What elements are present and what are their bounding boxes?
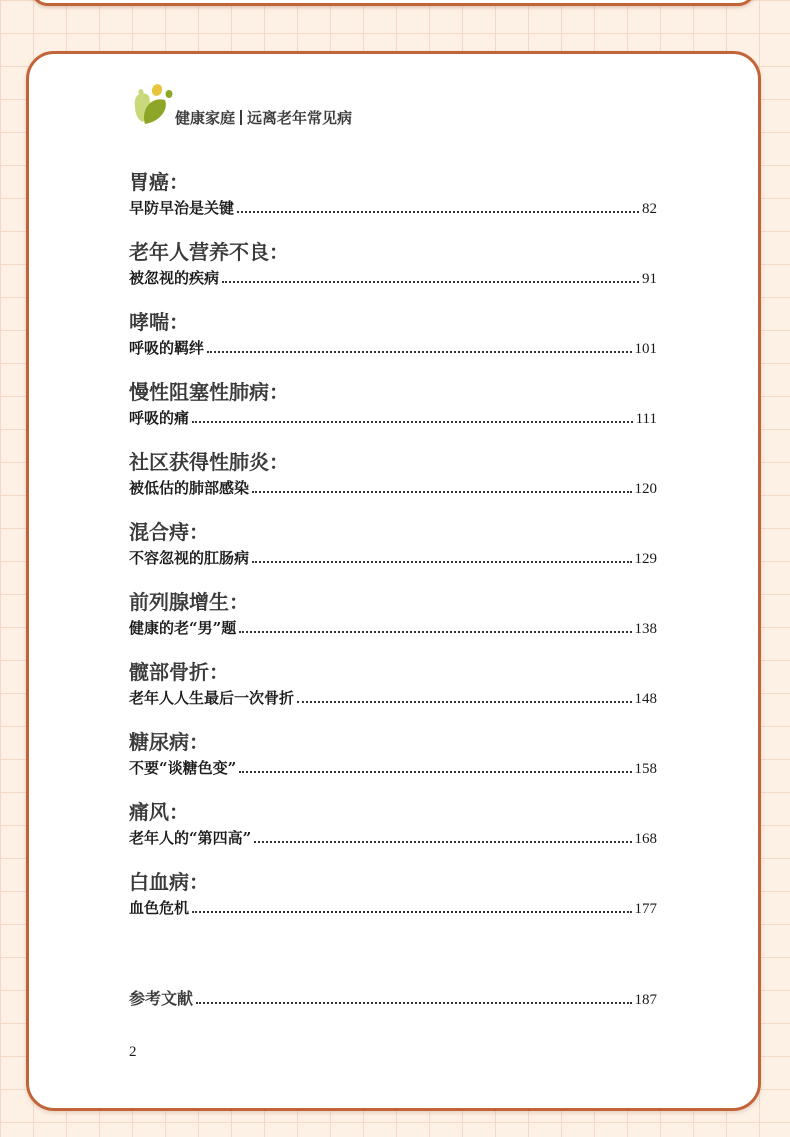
toc-entry-title: 社区获得性肺炎： — [129, 450, 289, 474]
dot-leader — [239, 771, 631, 773]
toc-entry-line — [129, 687, 657, 708]
toc-entry-subtitle: 老年人的“第四高” — [129, 829, 252, 847]
toc-entry-title: 胃癌： — [129, 170, 189, 194]
toc-page-number: 129 — [634, 551, 657, 567]
toc-entry-title: 髋部骨折： — [129, 660, 229, 684]
toc-entry-subtitle: 血色危机 — [129, 899, 190, 917]
toc-entry-references[interactable] — [129, 986, 657, 1009]
dot-leader — [254, 841, 631, 843]
toc-entry[interactable] — [129, 656, 659, 726]
previous-page-edge — [30, 0, 756, 6]
toc-entry-line — [129, 337, 657, 358]
toc-entry[interactable] — [129, 726, 659, 796]
toc-entry[interactable] — [129, 446, 659, 516]
toc-entry-line — [129, 267, 657, 288]
toc-page-number: 168 — [634, 831, 657, 847]
toc-entry-title: 糖尿病： — [129, 730, 209, 754]
dot-leader — [239, 631, 631, 633]
toc-entry-subtitle: 呼吸的羁绊 — [129, 339, 205, 357]
dot-leader — [252, 491, 631, 493]
toc-entry[interactable] — [129, 586, 659, 656]
toc-entry-title: 白血病： — [129, 870, 209, 894]
toc-entry-line — [129, 617, 657, 638]
toc-entry-subtitle: 被低估的肺部感染 — [129, 479, 250, 497]
toc-entry[interactable] — [129, 306, 659, 376]
toc-entry[interactable] — [129, 236, 659, 306]
toc-entry-line — [129, 897, 657, 918]
dot-leader — [192, 421, 633, 423]
toc-entry-subtitle: 不要“谈糖色变” — [129, 759, 237, 777]
book-page — [26, 51, 761, 1111]
page-folio-number: 2 — [129, 1044, 137, 1060]
toc-page-number: 82 — [642, 201, 657, 217]
dot-leader — [252, 561, 631, 563]
running-header — [129, 80, 449, 130]
toc-entry[interactable] — [129, 376, 659, 446]
toc-page-number: 138 — [634, 621, 657, 637]
toc-entry-line — [129, 827, 657, 848]
dot-leader — [196, 1002, 631, 1004]
toc-page-number: 120 — [634, 481, 657, 497]
toc-page-number: 91 — [642, 271, 657, 287]
toc-entry-line — [129, 407, 657, 428]
toc-entry-line — [129, 757, 657, 778]
toc-entry-title: 哮喘： — [129, 310, 189, 334]
toc-entry-title: 慢性阻塞性肺病： — [129, 380, 289, 404]
toc-entry-subtitle: 不容忽视的肛肠病 — [129, 549, 250, 567]
toc-entry[interactable] — [129, 796, 659, 866]
header-brand: 健康家庭 — [175, 109, 236, 127]
toc-page-number: 101 — [634, 341, 657, 357]
table-of-contents — [129, 166, 659, 936]
toc-page-number: 177 — [634, 901, 657, 917]
toc-entry-subtitle: 健康的老“男”题 — [129, 619, 237, 637]
dot-leader — [222, 281, 639, 283]
toc-entry-subtitle: 老年人人生最后一次骨折 — [129, 689, 295, 707]
toc-entry-line — [129, 477, 657, 498]
toc-entry-title: 老年人营养不良： — [129, 240, 289, 264]
toc-entry[interactable] — [129, 166, 659, 236]
toc-entry-line — [129, 197, 657, 218]
references-title: 参考文献 — [129, 989, 194, 1008]
references-page-number: 187 — [634, 992, 657, 1008]
toc-entry-line — [129, 547, 657, 568]
toc-entry[interactable] — [129, 516, 659, 586]
toc-entry[interactable] — [129, 866, 659, 936]
toc-page-number: 111 — [635, 411, 657, 427]
dot-leader — [237, 211, 639, 213]
toc-entry-title: 混合痔： — [129, 520, 209, 544]
dot-leader — [192, 911, 631, 913]
leaf-logo-icon — [129, 80, 179, 130]
toc-entry-title: 前列腺增生： — [129, 590, 249, 614]
header-title — [175, 107, 352, 128]
toc-page-number: 158 — [634, 761, 657, 777]
toc-entry-title: 痛风： — [129, 800, 189, 824]
dot-leader — [207, 351, 631, 353]
header-separator — [240, 110, 242, 125]
toc-entry-subtitle: 早防早治是关键 — [129, 199, 235, 217]
header-subtitle: 远离老年常见病 — [247, 109, 353, 127]
toc-page-number: 148 — [634, 691, 657, 707]
toc-entry-subtitle: 呼吸的痛 — [129, 409, 190, 427]
dot-leader — [297, 701, 631, 703]
toc-entry-subtitle: 被忽视的疾病 — [129, 269, 220, 287]
